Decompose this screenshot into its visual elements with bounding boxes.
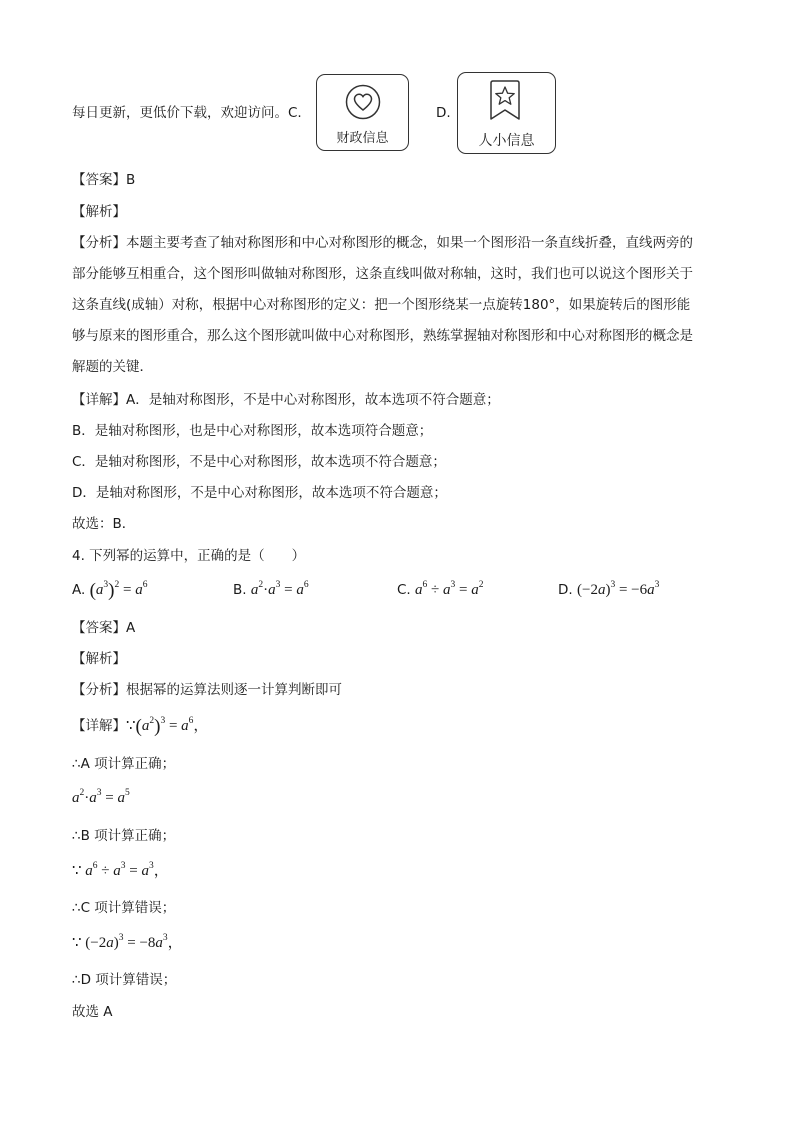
q4-option-b <box>233 580 309 600</box>
q4-option-a <box>72 580 147 601</box>
option-d-letter: D. <box>436 105 451 121</box>
q4-analysis-heading: 【解析】 <box>72 651 126 667</box>
q3-final: 故选：B． <box>72 516 136 532</box>
option-c-card <box>316 74 409 151</box>
q4-option-d <box>558 580 659 600</box>
q3-fenxi-line-3: 这条直线(成轴）对称，根据中心对称图形的定义：把一个图形绕某一点旋转180°，如果旋转后的图形能 <box>72 297 691 313</box>
q4-detail-expr: $\because(a^2)^3 = a^6$， <box>126 716 209 737</box>
heart-icon <box>344 83 382 121</box>
option-d-card <box>457 72 556 154</box>
q4-option-d-expr: $(-2a)^3 = -6a^3$ <box>576 580 660 598</box>
q4-option-a-letter: A. <box>72 582 86 598</box>
q4-question: 4. 下列幂的运算中，正确的是（ ） <box>72 548 306 564</box>
q4-option-a-expr: $(a^3)^2 = a^6$ <box>89 580 148 601</box>
q4-option-c <box>397 580 483 600</box>
q4-final: 故选 A <box>72 1004 113 1020</box>
q4-option-b-letter: B. <box>233 582 247 598</box>
q4-option-c-expr: $a^6 \div a^3 = a^2$ <box>415 580 484 598</box>
q4-conclusion-d: ∴D 项计算错误； <box>72 972 177 988</box>
q3-fenxi-line-5: 解题的关键． <box>72 359 153 375</box>
q4-step-d: ∵ $(-2a)^3 = -8a^3$， <box>72 933 183 951</box>
q4-fenxi: 【分析】根据幂的运算法则逐一计算判断即可 <box>72 682 342 698</box>
star-bookmark-icon <box>485 79 525 125</box>
q4-detail-prefix: 【详解】 <box>72 718 126 734</box>
q4-conclusion-b: ∴B 项计算正确； <box>72 828 176 844</box>
q4-step-b: $a^2\cdot a^3 = a^5$ <box>72 788 130 806</box>
q4-option-c-letter: C. <box>397 582 411 598</box>
q4-answer: 【答案】A <box>72 620 136 636</box>
q3-fenxi-line-2: 部分能够互相重合，这个图形叫做轴对称图形，这条直线叫做对称轴，这时，我们也可以说这个图形关于 <box>72 266 693 282</box>
q4-step-c: ∵ $a^6 \div a^3 = a^3$， <box>72 861 169 879</box>
top-prefix-text: 每日更新，更低价下载，欢迎访问。C. <box>72 105 302 121</box>
q3-detail-line-1: 【详解】A．是轴对称图形，不是中心对称图形，故本选项不符合题意； <box>72 392 500 408</box>
q4-option-d-letter: D. <box>558 582 573 598</box>
q4-detail-line <box>72 716 208 737</box>
q3-detail-line-4: D．是轴对称图形，不是中心对称图形，故本选项不符合题意； <box>72 485 447 501</box>
option-c-label: 财政信息 <box>336 131 389 146</box>
q3-detail-line-3: C．是轴对称图形，不是中心对称图形，故本选项不符合题意； <box>72 454 446 470</box>
q3-fenxi-line-1: 【分析】本题主要考查了轴对称图形和中心对称图形的概念，如果一个图形沿一条直线折叠，直线两旁的 <box>72 235 693 251</box>
q4-option-b-expr: $a^2\cdot a^3 = a^6$ <box>250 580 309 598</box>
q3-detail-line-2: B．是轴对称图形，也是中心对称图形，故本选项符合题意； <box>72 423 433 439</box>
q3-fenxi-line-4: 够与原来的图形重合，那么这个图形就叫做中心对称图形，熟练掌握轴对称图形和中心对称图形的概念是 <box>72 328 693 344</box>
option-d-label: 人小信息 <box>478 133 535 149</box>
q4-conclusion-a: ∴A 项计算正确； <box>72 756 176 772</box>
q4-conclusion-c: ∴C 项计算错误； <box>72 900 176 916</box>
q3-answer: 【答案】B <box>72 172 136 188</box>
q3-analysis-heading: 【解析】 <box>72 204 126 220</box>
